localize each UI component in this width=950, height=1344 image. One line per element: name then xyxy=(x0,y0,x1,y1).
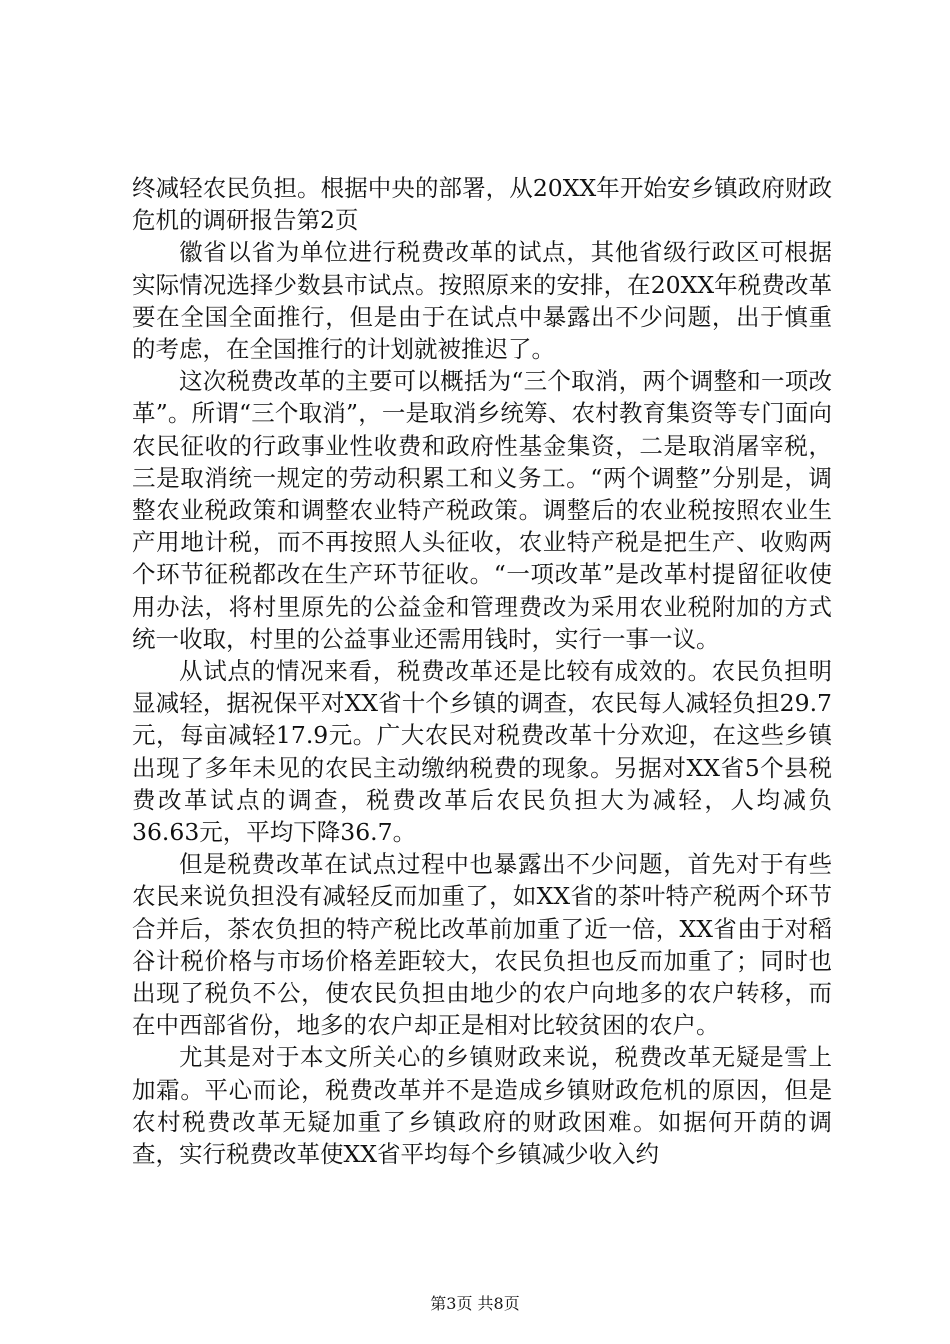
paragraph-continuation: 终减轻农民负担。根据中央的部署，从20XX年开始安乡镇政府财政危机的调研报告第2页 xyxy=(132,174,832,235)
page-number-footer: 第3页 共8页 xyxy=(430,1294,520,1313)
paragraph-problems: 但是税费改革在试点过程中也暴露出不少问题，首先对于有些农民来说负担没有减轻反而加重了，如XX省的茶叶特产税两个环节合并后，茶农负担的特产税比改革前加重了近一倍，XX省由于对稻谷计税价格与市场价格差距较大，农民负担也反而加重了；同时也出现了税负不公，使农民负担由地少的农户向地多的农户转移，而在中西部省份，地多的农户却正是相对比较贫困的农户。 xyxy=(132,850,832,1040)
paragraph-pilot-reform: 徽省以省为单位进行税费改革的试点，其他省级行政区可根据实际情况选择少数县市试点。按照原来的安排，在20XX年税费改革要在全国全面推行，但是由于在试点中暴露出不少问题，出于慎重的考虑，在全国推行的计划就被推迟了。 xyxy=(132,238,832,364)
paragraph-reform-content: 这次税费改革的主要可以概括为“三个取消，两个调整和一项改革”。所谓“三个取消”，一是取消乡统筹、农村教育集资等专门面向农民征收的行政事业性收费和政府性基金集资，二是取消屠宰税，三是取消统一规定的劳动积累工和义务工。“两个调整”分别是，调整农业税政策和调整农业特产税政策。调整后的农业税按照农业生产用地计税，而不再按照人头征收，农业特产税是把生产、收购两个环节征税都改在生产环节征收。“一项改革”是改革村提留征收使用办法，将村里原先的公益金和管理费改为采用农业税附加的方式统一收取，村里的公益事业还需用钱时，实行一事一议。 xyxy=(132,367,832,653)
paragraph-township-finance: 尤其是对于本文所关心的乡镇财政来说，税费改革无疑是雪上加霜。平心而论，税费改革并不是造成乡镇财政危机的原因，但是农村税费改革无疑加重了乡镇政府的财政困难。如据何开荫的调查，实行税费改革使XX省平均每个乡镇减少收入约 xyxy=(132,1043,832,1169)
paragraph-pilot-results: 从试点的情况来看，税费改革还是比较有成效的。农民负担明显减轻，据祝保平对XX省十个乡镇的调查，农民每人减轻负担29.7元，每亩减轻17.9元。广大农民对税费改革十分欢迎，在这些乡镇出现了多年未见的农民主动缴纳税费的现象。另据对XX省5个县税费改革试点的调查，税费改革后农民负担大为减轻，人均减负36.63元，平均下降36.7。 xyxy=(132,657,832,847)
document-body xyxy=(132,172,832,1170)
